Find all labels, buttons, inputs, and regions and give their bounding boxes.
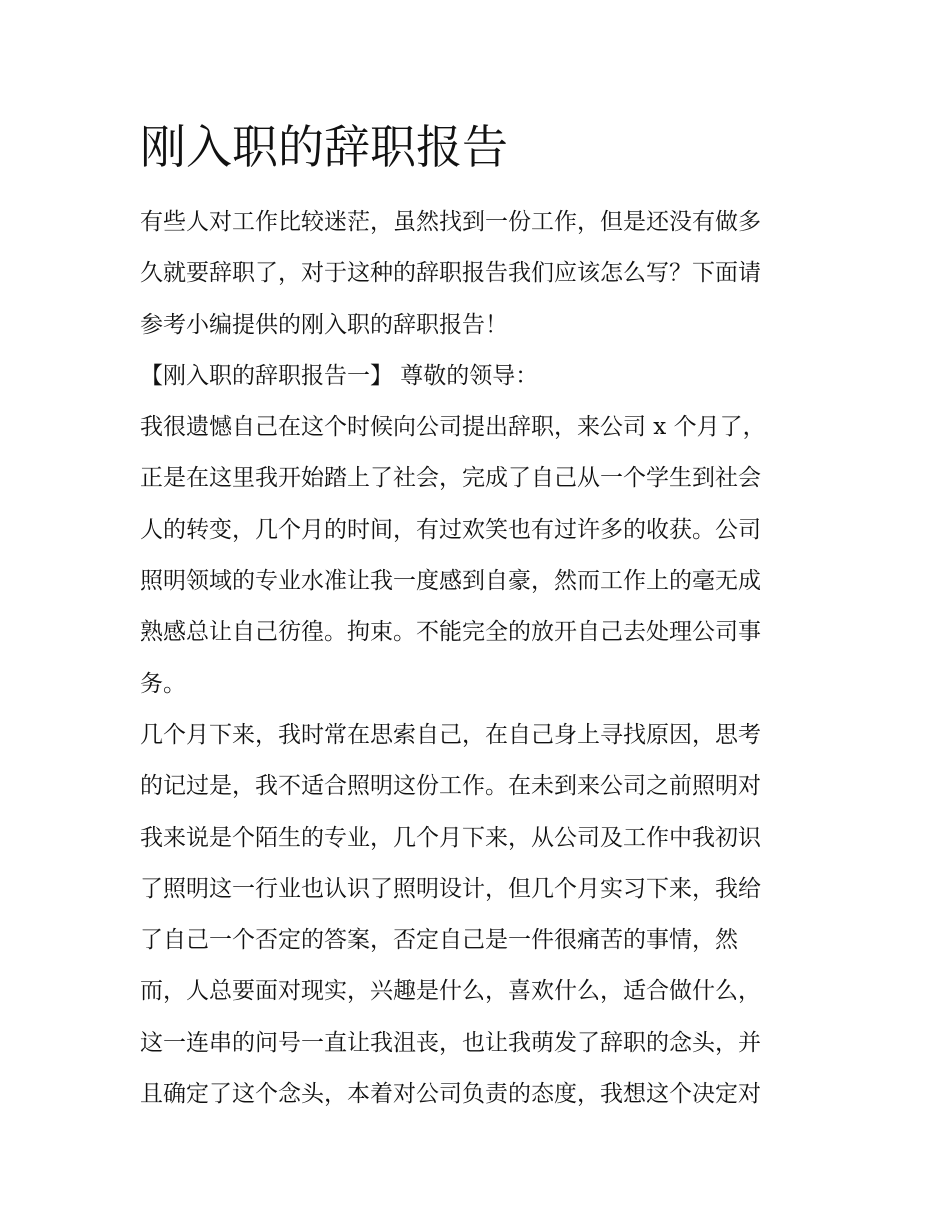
document-title: 刚入职的辞职报告 <box>140 120 508 174</box>
document-body <box>140 197 820 1120</box>
text-line: 了自己一个否定的答案，否定自己是一件很痛苦的事情，然 <box>140 927 738 954</box>
text-line: 有些人对工作比较迷茫，虽然找到一份工作，但是还没有做多 <box>140 209 761 235</box>
section-heading-line: 【刚入职的辞职报告一】 尊敬的领导： <box>140 362 539 389</box>
text-line: 而，人总要面对现实，兴趣是什么，喜欢什么，适合做什么， <box>140 978 761 1005</box>
text-line: 了照明这一行业也认识了照明设计，但几个月实习下来，我给 <box>140 875 761 902</box>
text-line: 的记过是，我不适合照明这份工作。在未到来公司之前照明对 <box>140 773 761 800</box>
text-line: 这一连串的问号一直让我沮丧，也让我萌发了辞职的念头，并 <box>140 1029 761 1056</box>
text-line: 我来说是个陌生的专业，几个月下来，从公司及工作中我初识 <box>140 824 761 851</box>
text-line: 人的转变，几个月的时间，有过欢笑也有过许多的收获。公司 <box>140 516 761 543</box>
text-line: 务。 <box>140 670 186 697</box>
text-line: 正是在这里我开始踏上了社会，完成了自己从一个学生到社会 <box>140 465 761 492</box>
text-line: 久就要辞职了，对于这种的辞职报告我们应该怎么写？下面请 <box>140 260 761 287</box>
text-line: 熟感总让自己彷徨。拘束。不能完全的放开自己去处理公司事 <box>140 619 761 646</box>
text-line: 照明领域的专业水准让我一度感到自豪，然而工作上的毫无成 <box>140 568 761 595</box>
text-line: 且确定了这个念头，本着对公司负责的态度，我想这个决定对 <box>140 1081 761 1108</box>
text-line: 几个月下来，我时常在思索自己，在自己身上寻找原因，思考 <box>140 721 761 748</box>
text-line: 参考小编提供的刚入职的辞职报告！ <box>140 311 508 338</box>
text-line: 我很遗憾自己在这个时候向公司提出辞职，来公司 x 个月了， <box>140 414 766 441</box>
